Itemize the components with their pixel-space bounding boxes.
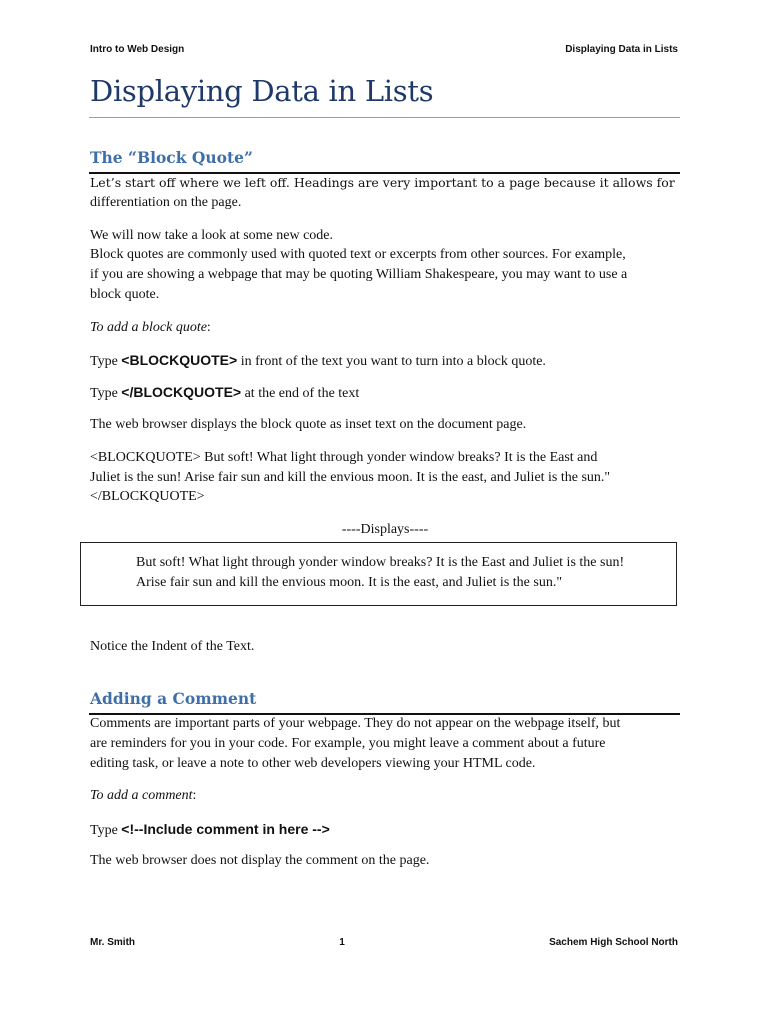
how-to-comment [90, 786, 680, 806]
comment-paragraph-line-2: are reminders for you in your code. For example, you might leave a comment about a future [90, 736, 606, 751]
header-course-name: Intro to Web Design [90, 44, 185, 55]
footer-author: Mr. Smith [90, 937, 136, 948]
quote-line-1: But soft! What light through yonder window breaks? It is the East and Juliet is the sun! [136, 555, 625, 570]
title-underline [89, 117, 680, 118]
page-header [90, 44, 678, 55]
example-code-line-2: Juliet is the sun! Arise fair sun and kill the envious moon. It is the east, and Juliet is the sun." [90, 470, 611, 485]
paragraph-line-3: if you are showing a webpage that may be quoting William Shakespeare, you may want to use a [90, 267, 628, 282]
page-footer [90, 937, 678, 948]
step-prefix: Type [90, 354, 122, 369]
displays-label: ----Displays---- [341, 522, 429, 537]
quote-line-2: Arise fair sun and kill the envious moon. It is the east, and Juliet is the sun." [136, 575, 563, 590]
example-code-line-1: <BLOCKQUOTE> But soft! What light through yonder window breaks? It is the East and [90, 450, 598, 465]
comment-paragraph-line-1: Comments are important parts of your webpage. They do not appear on the webpage itself, but [90, 716, 621, 731]
how-to-block-quote [90, 318, 680, 338]
code-blockquote-open: <BLOCKQUOTE> [121, 352, 238, 368]
intro-line-2: differentiation on the page. [90, 195, 242, 210]
intro-line-1: Let’s start off where we left off. Headings are very important to a page because it allows for [90, 175, 675, 190]
header-chapter-name: Displaying Data in Lists [565, 44, 678, 55]
how-to-colon: : [192, 788, 197, 803]
browser-display-note: The web browser displays the block quote as inset text on the document page. [90, 417, 527, 432]
footer-school: Sachem High School North [549, 937, 678, 948]
comment-browser-note: The web browser does not display the comment on the page. [90, 853, 430, 868]
comment-paragraph-line-3: editing task, or leave a note to other web developers viewing your HTML code. [90, 756, 536, 771]
instruction-step-comment [90, 819, 680, 841]
how-to-block-quote-text: To add a block quote [90, 320, 207, 335]
step-prefix: Type [90, 823, 122, 838]
step-suffix: at the end of the text [241, 386, 360, 401]
section-heading-block-quote: The “Block Quote” [90, 148, 253, 167]
indent-notice: Notice the Indent of the Text. [90, 639, 255, 654]
paragraph-line-4: block quote. [90, 287, 160, 302]
document-title: Displaying Data in Lists [90, 74, 434, 108]
instruction-step-close-tag [90, 382, 680, 404]
step-prefix: Type [90, 386, 122, 401]
code-blockquote-close: </BLOCKQUOTE> [121, 384, 242, 400]
step-suffix: in front of the text you want to turn into a block quote. [237, 354, 546, 369]
footer-page-number: 1 [339, 937, 345, 948]
instruction-step-open-tag [90, 350, 680, 372]
section-heading-adding-comment: Adding a Comment [90, 689, 257, 708]
example-code-line-3: </BLOCKQUOTE> [90, 489, 205, 504]
paragraph-line-2: Block quotes are commonly used with quoted text or excerpts from other sources. For example, [90, 247, 626, 262]
how-to-colon: : [206, 320, 211, 335]
block-quote-preview-box [80, 542, 677, 606]
code-comment-tag: <!--Include comment in here --> [121, 821, 330, 837]
paragraph-line-1: We will now take a look at some new code. [90, 228, 334, 243]
how-to-comment-text: To add a comment [90, 788, 193, 803]
